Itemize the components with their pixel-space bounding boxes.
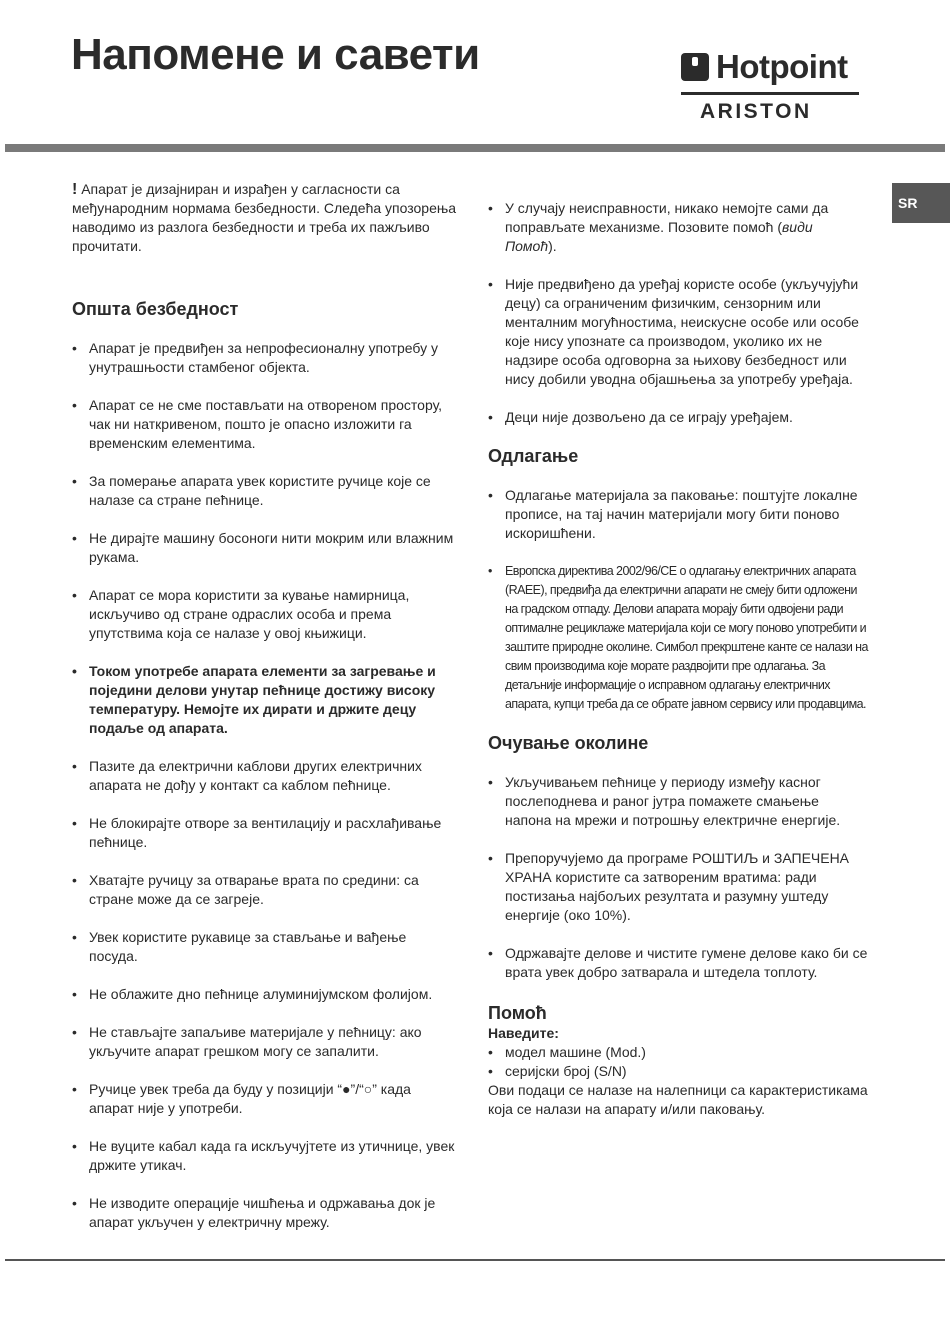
brand-name: Hotpoint xyxy=(716,48,848,85)
list-item: • Одржавајте делове и чистите гумене делове како би се врата увек добро затварала и штедела топлоту. xyxy=(488,944,868,982)
list-item: • Пазите да електрични каблови других електричних апарата не дођу у контакт са каблом пећнице. xyxy=(72,757,457,795)
list-item: • Препоручујемо да програме РОШТИЉ и ЗАПЕЧЕНА ХРАНА користите са затвореним вратима: ради постизања најбољих резултата и разумну уштеду енергије (око 10%). xyxy=(488,849,868,925)
header-divider xyxy=(5,144,945,152)
list-item-text: У случају неисправности, никако немојте сами да поправљате механизме. Позовите помоћ ( xyxy=(505,200,829,235)
help-list xyxy=(488,1043,868,1081)
logo-divider xyxy=(681,92,859,95)
environment-heading: Очување околине xyxy=(488,733,649,753)
help-subheading: Наведите: xyxy=(488,1025,559,1041)
help-heading: Помоћ xyxy=(488,1003,547,1023)
footer-divider xyxy=(5,1259,945,1261)
page-title: Напомене и савети xyxy=(71,30,480,79)
intro-text: Апарат је дизајниран и израђен у сагласности са међународним нормама безбедности. Следећа упозорења наводимо из разлога безбедности и треба их пажљиво прочитати. xyxy=(72,181,457,254)
warning-mark: ! xyxy=(72,181,78,198)
general-safety-heading: Општа безбедност xyxy=(72,299,239,319)
list-item: • Не стављајте запаљиве материјале у пећницу: ако укључите апарат грешком могу се запалити. xyxy=(72,1023,457,1061)
list-item: • Апарат је предвиђен за непрофесионалну употребу у унутрашњости стамбеног објекта. xyxy=(72,339,457,377)
list-item-text-end: ). xyxy=(548,238,557,254)
safety-list-continued xyxy=(488,199,868,427)
disposal-list xyxy=(488,486,868,714)
list-item: • Није предвиђено да уређај користе особе (укључујући децу) са ограниченим физичким, сензорним или менталним могућностима, неискусне особе или особе које нису упознате са производом, уколико их не надзире особа одговорна за њихову безбедност или нису добили уводна објашњења за употребу уређаја. xyxy=(488,275,868,389)
help-text: Ови подаци се налазе на налепници са карактеристикама која се налази на апарату и/или паковању. xyxy=(488,1082,868,1117)
list-item: • Хватајте ручицу за отварање врата по средини: са стране може да се загреје. xyxy=(72,871,457,909)
list-item: • За померање апарата увек користите ручице које се налазе са стране пећнице. xyxy=(72,472,457,510)
environment-list xyxy=(488,773,868,982)
list-item: • Не блокирајте отворе за вентилацију и расхлађивање пећнице. xyxy=(72,814,457,852)
help-reference: види Помоћ xyxy=(505,219,813,254)
list-item: • Деци није дозвољено да се играју уређајем. xyxy=(488,408,868,427)
list-item: • Апарат се мора користити за кување намирница, искључиво од стране одраслих особа и према упутствима која се налазе у овој књижици. xyxy=(72,586,457,643)
list-item xyxy=(488,199,868,256)
brand-subname: ARISTON xyxy=(700,100,812,123)
list-item: • Не вуците кабал када га искључујтете из утичнице, увек држите утикач. xyxy=(72,1137,457,1175)
right-column xyxy=(488,199,868,1119)
list-item: • Укључивањем пећнице у периоду између касног послеподнева и раног јутра помажете смањење напона на мрежи и потрошњу електричне енергије. xyxy=(488,773,868,830)
intro-warning xyxy=(72,180,457,256)
list-item: • Ручице увек треба да буду у позицији “●”/“○” када апарат није у употреби. xyxy=(72,1080,457,1118)
list-item: • модел машине (Mod.) xyxy=(488,1043,868,1062)
list-item: • Апарат се не сме постављати на отвореном простору, чак ни наткривеном, пошто је опасно изложити га временским елементима. xyxy=(72,396,457,453)
list-item: • Увек користите рукавице за стављање и вађење посуда. xyxy=(72,928,457,966)
list-item-directive: • Европска директива 2002/96/CE о одлагању електричних апарата (RAEE), предвиђа да електрични апарати не смеју бити одложени на градском отпаду. Делови апарата морају бити одвојени ради оптималне рециклаже материјала који се могу поново употребити и заштите природне околине. Симбол прекрштене канте се налази на свим производима које морате раздвојити пре одлагања. За детаљније информације о исправном одлагању електричних апарата, купци треба да се обрате јавном сервису или продавцима. xyxy=(488,562,868,714)
list-item: • Одлагање материјала за паковање: поштујте локалне прописе, на тај начин материјали могу бити поново искоришћени. xyxy=(488,486,868,543)
left-column xyxy=(72,180,457,1232)
list-item: • Не дирајте машину босоноги нити мокрим или влажним рукама. xyxy=(72,529,457,567)
list-item-warning: • Током употребе апарата елементи за загревање и поједини делови унутар пећнице достижу високу температуру. Немојте их дирати и држите децу подаље од апарата. xyxy=(72,662,457,738)
disposal-heading: Одлагање xyxy=(488,446,579,466)
language-tab: SR xyxy=(892,183,950,223)
list-item: • Не изводите операције чишћења и одржавања док је апарат укључен у електричну мрежу. xyxy=(72,1194,457,1232)
list-item: • Не облажите дно пећнице алуминијумском фолијом. xyxy=(72,985,457,1004)
brand-logo xyxy=(680,48,862,124)
list-item: • серијски број (S/N) xyxy=(488,1062,868,1081)
hotpoint-logo-icon xyxy=(681,53,709,81)
general-safety-list xyxy=(72,339,457,1232)
